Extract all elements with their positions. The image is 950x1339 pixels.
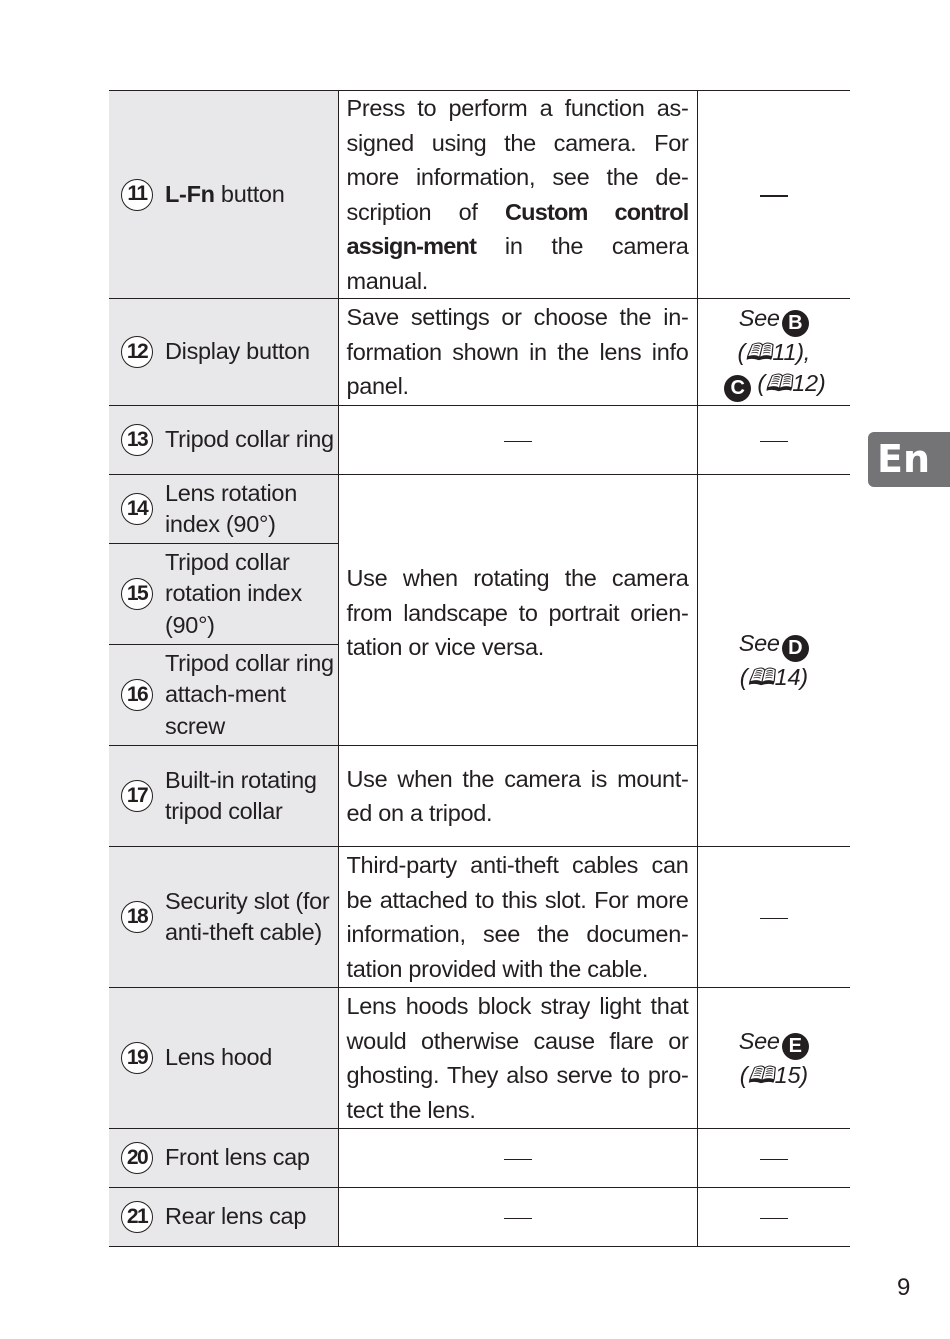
part-number-badge: 18 <box>121 901 153 933</box>
part-name: Security slot (for anti-theft cable) <box>165 887 330 945</box>
em-dash <box>760 441 788 442</box>
table-row <box>109 847 850 988</box>
table-row <box>109 299 850 406</box>
part-name <box>165 179 284 211</box>
em-dash <box>504 1218 532 1219</box>
desc-text: Press to perform a function as-signed using the camera. For more information, see the de-scription of <box>346 95 689 225</box>
parts-table <box>109 90 850 1247</box>
part-name-cell <box>109 645 338 746</box>
see-label: See <box>738 630 780 656</box>
em-dash <box>760 195 788 196</box>
part-name: Built-in rotating tripod collar <box>165 766 317 824</box>
part-name-cell <box>109 1188 338 1247</box>
page-ref: (🕮14) <box>739 664 808 690</box>
em-dash <box>760 918 788 919</box>
table-row <box>109 1129 850 1188</box>
cross-reference <box>698 1026 851 1091</box>
page-ref: (🕮12) <box>757 369 826 396</box>
part-description <box>338 406 697 475</box>
part-description: Lens hoods block stray light that would otherwise cause flare or ghosting. They also serve to pro-tect the lens. <box>338 988 697 1129</box>
page-ref: (🕮11), <box>737 338 810 365</box>
part-description: Save settings or choose the in-formation shown in the lens info panel. <box>338 299 697 406</box>
part-reference <box>697 299 850 406</box>
part-number-badge: 17 <box>121 780 153 812</box>
part-name: Tripod collar ring <box>165 426 334 453</box>
part-reference <box>697 847 850 988</box>
part-number-badge: 11 <box>121 179 153 211</box>
part-name: Display button <box>165 338 310 365</box>
part-description <box>338 1129 697 1188</box>
part-name-cell <box>109 847 338 988</box>
desc-text: in the camera manual. <box>346 233 689 294</box>
part-number-badge: 16 <box>121 679 153 711</box>
part-name: Tripod collar ring attach-ment screw <box>165 649 334 739</box>
section-badge: C <box>724 375 751 402</box>
section-badge: E <box>782 1033 809 1060</box>
em-dash <box>504 1159 532 1160</box>
page-number: 9 <box>897 1274 911 1301</box>
table-row <box>109 475 850 544</box>
part-name: Lens hood <box>165 1044 273 1071</box>
table-row <box>109 988 850 1129</box>
em-dash <box>760 1159 788 1160</box>
cross-reference <box>698 628 851 693</box>
desc-bold-term: Custom control assign-ment <box>346 198 689 259</box>
part-name-cell <box>109 746 338 847</box>
part-number-badge: 19 <box>121 1042 153 1074</box>
part-reference <box>697 1188 850 1247</box>
part-description: Third-party anti-theft cables can be attached to this slot. For more information, see the documen-tation provided with the cable. <box>338 847 697 988</box>
part-number-badge: 20 <box>121 1142 153 1174</box>
part-description <box>338 1188 697 1247</box>
part-name: Tripod collar rotation index (90°) <box>165 548 302 638</box>
page-ref: (🕮15) <box>739 1061 808 1088</box>
part-number-badge: 21 <box>121 1201 153 1233</box>
language-tab: En <box>868 432 950 487</box>
part-number-badge: 15 <box>121 578 153 610</box>
see-label: See <box>738 1027 780 1054</box>
part-name-cell <box>109 406 338 475</box>
part-name-cell <box>109 544 338 645</box>
part-description: Use when the camera is mount-ed on a tripod. <box>338 746 697 847</box>
part-name-bold: L-Fn <box>165 180 215 207</box>
cross-reference <box>698 303 851 402</box>
part-name: Lens rotation index (90°) <box>165 479 297 537</box>
part-number-badge: 12 <box>121 336 153 368</box>
part-description: Use when rotating the camera from landscape to portrait orien-tation or vice versa. <box>338 475 697 746</box>
part-reference <box>697 988 850 1129</box>
part-reference <box>697 1129 850 1188</box>
part-name-cell <box>109 299 338 406</box>
section-badge: D <box>782 635 809 662</box>
section-badge: B <box>782 310 809 337</box>
part-name: Front lens cap <box>165 1144 310 1171</box>
table-row <box>109 1188 850 1247</box>
table-row <box>109 406 850 475</box>
part-name-cell <box>109 1129 338 1188</box>
part-name-cell <box>109 475 338 544</box>
em-dash <box>504 441 532 442</box>
part-number-badge: 13 <box>121 424 153 456</box>
part-reference <box>697 475 850 847</box>
part-reference <box>697 406 850 475</box>
em-dash <box>760 1218 788 1219</box>
see-label: See <box>738 304 780 331</box>
part-name-cell <box>109 988 338 1129</box>
part-reference <box>697 91 850 299</box>
part-name-rest: button <box>214 180 285 207</box>
part-name-cell <box>109 91 338 299</box>
part-number-badge: 14 <box>121 493 153 525</box>
part-description <box>338 91 697 299</box>
part-name: Rear lens cap <box>165 1203 307 1230</box>
table-row <box>109 91 850 299</box>
